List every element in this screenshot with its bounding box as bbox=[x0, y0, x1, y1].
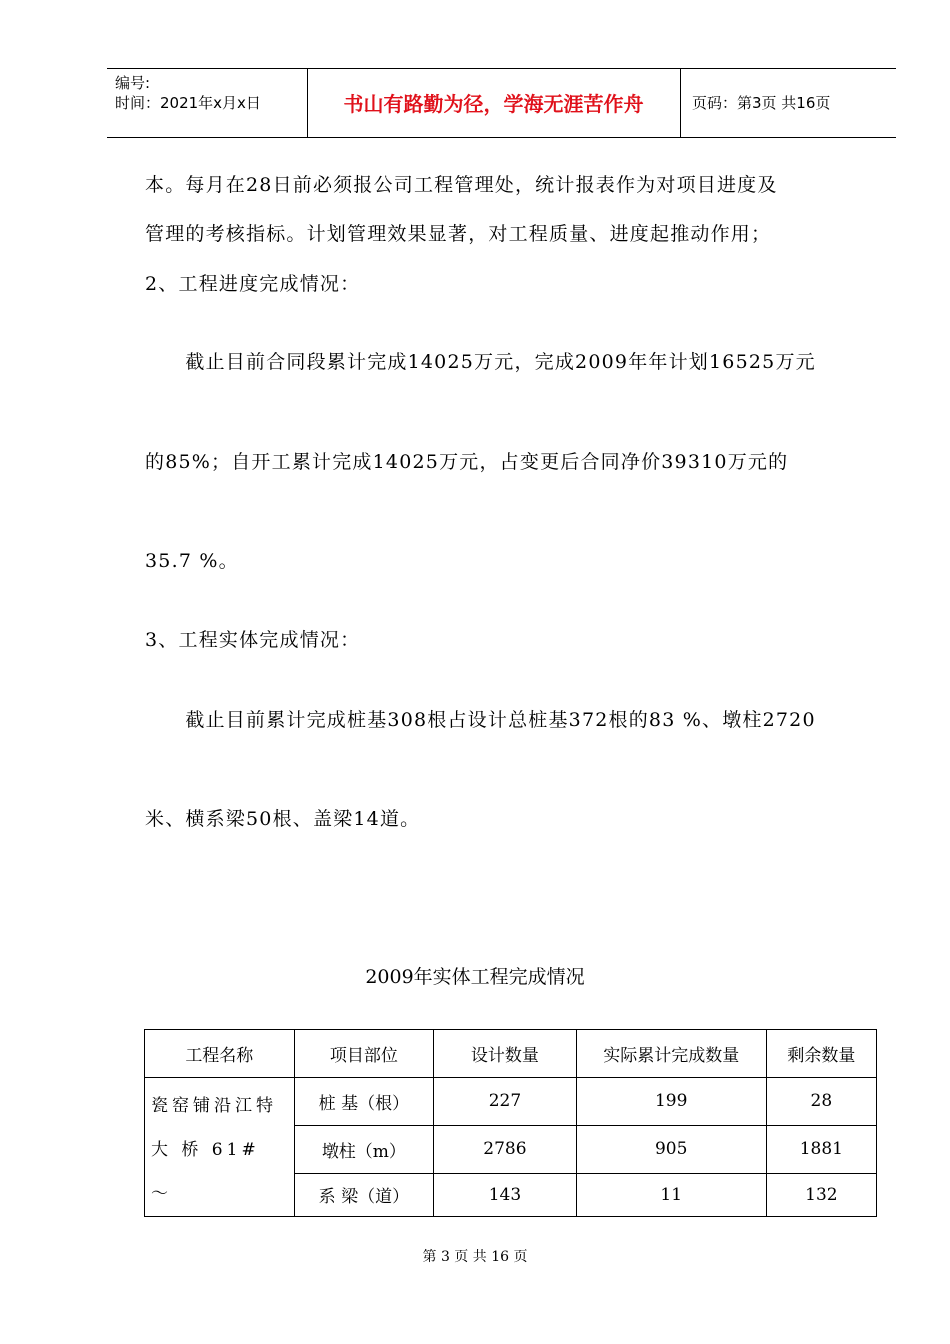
part-cell: 桩 基（根） bbox=[294, 1078, 434, 1126]
table-header-row bbox=[145, 1030, 877, 1078]
design-cell: 227 bbox=[434, 1078, 577, 1126]
section-heading: 2、工程进度完成情况： bbox=[145, 273, 361, 295]
part-cell: 墩柱（m） bbox=[294, 1125, 434, 1173]
header-slogan: 书山有路勤为径，学海无涯苦作舟 bbox=[343, 92, 644, 116]
header-cell: 设计数量 bbox=[434, 1030, 577, 1078]
table-title: 2009年实体工程完成情况 bbox=[365, 966, 585, 988]
project-name-cell: 瓷窑铺沿江特大 桥 61# ～ bbox=[145, 1078, 295, 1217]
document-time-label: 时间：2021年x月x日 bbox=[115, 94, 261, 112]
header-cell: 剩余数量 bbox=[766, 1030, 876, 1078]
design-cell: 2786 bbox=[434, 1125, 577, 1173]
done-cell: 11 bbox=[576, 1173, 766, 1216]
header-page-number: 页码：第3页 共16页 bbox=[692, 94, 831, 112]
done-cell: 199 bbox=[576, 1078, 766, 1126]
page-footer: 第 3 页 共 16 页 bbox=[422, 1249, 528, 1265]
part-cell: 系 梁（道） bbox=[294, 1173, 434, 1216]
header-divider bbox=[680, 69, 681, 137]
paragraph-line: 截止目前合同段累计完成14025万元，完成2009年年计划16525万元 bbox=[145, 351, 816, 373]
header-cell: 实际累计完成数量 bbox=[576, 1030, 766, 1078]
paragraph-line: 管理的考核指标。计划管理效果显著，对工程质量、进度起推动作用； bbox=[145, 223, 772, 245]
page-header bbox=[107, 68, 896, 138]
remain-cell: 28 bbox=[766, 1078, 876, 1126]
table-row bbox=[145, 1078, 877, 1126]
header-meta bbox=[115, 73, 261, 113]
remain-cell: 132 bbox=[766, 1173, 876, 1216]
header-cell: 工程名称 bbox=[145, 1030, 295, 1078]
done-cell: 905 bbox=[576, 1125, 766, 1173]
remain-cell: 1881 bbox=[766, 1125, 876, 1173]
paragraph-line: 截止目前累计完成桩基308根占设计总桩基372根的83 %、墩柱2720 bbox=[145, 709, 816, 731]
progress-table bbox=[144, 1029, 877, 1217]
header-cell: 项目部位 bbox=[294, 1030, 434, 1078]
document-code-label: 编号: bbox=[115, 74, 151, 92]
section-heading: 3、工程实体完成情况： bbox=[145, 629, 361, 651]
paragraph-line: 米、横系梁50根、盖梁14道。 bbox=[145, 808, 421, 830]
paragraph-line: 35.7 %。 bbox=[145, 550, 239, 572]
paragraph-line: 本。每月在28日前必须报公司工程管理处，统计报表作为对项目进度及 bbox=[145, 174, 778, 196]
design-cell: 143 bbox=[434, 1173, 577, 1216]
paragraph-line: 的85%；自开工累计完成14025万元，占变更后合同净价39310万元的 bbox=[145, 451, 789, 473]
